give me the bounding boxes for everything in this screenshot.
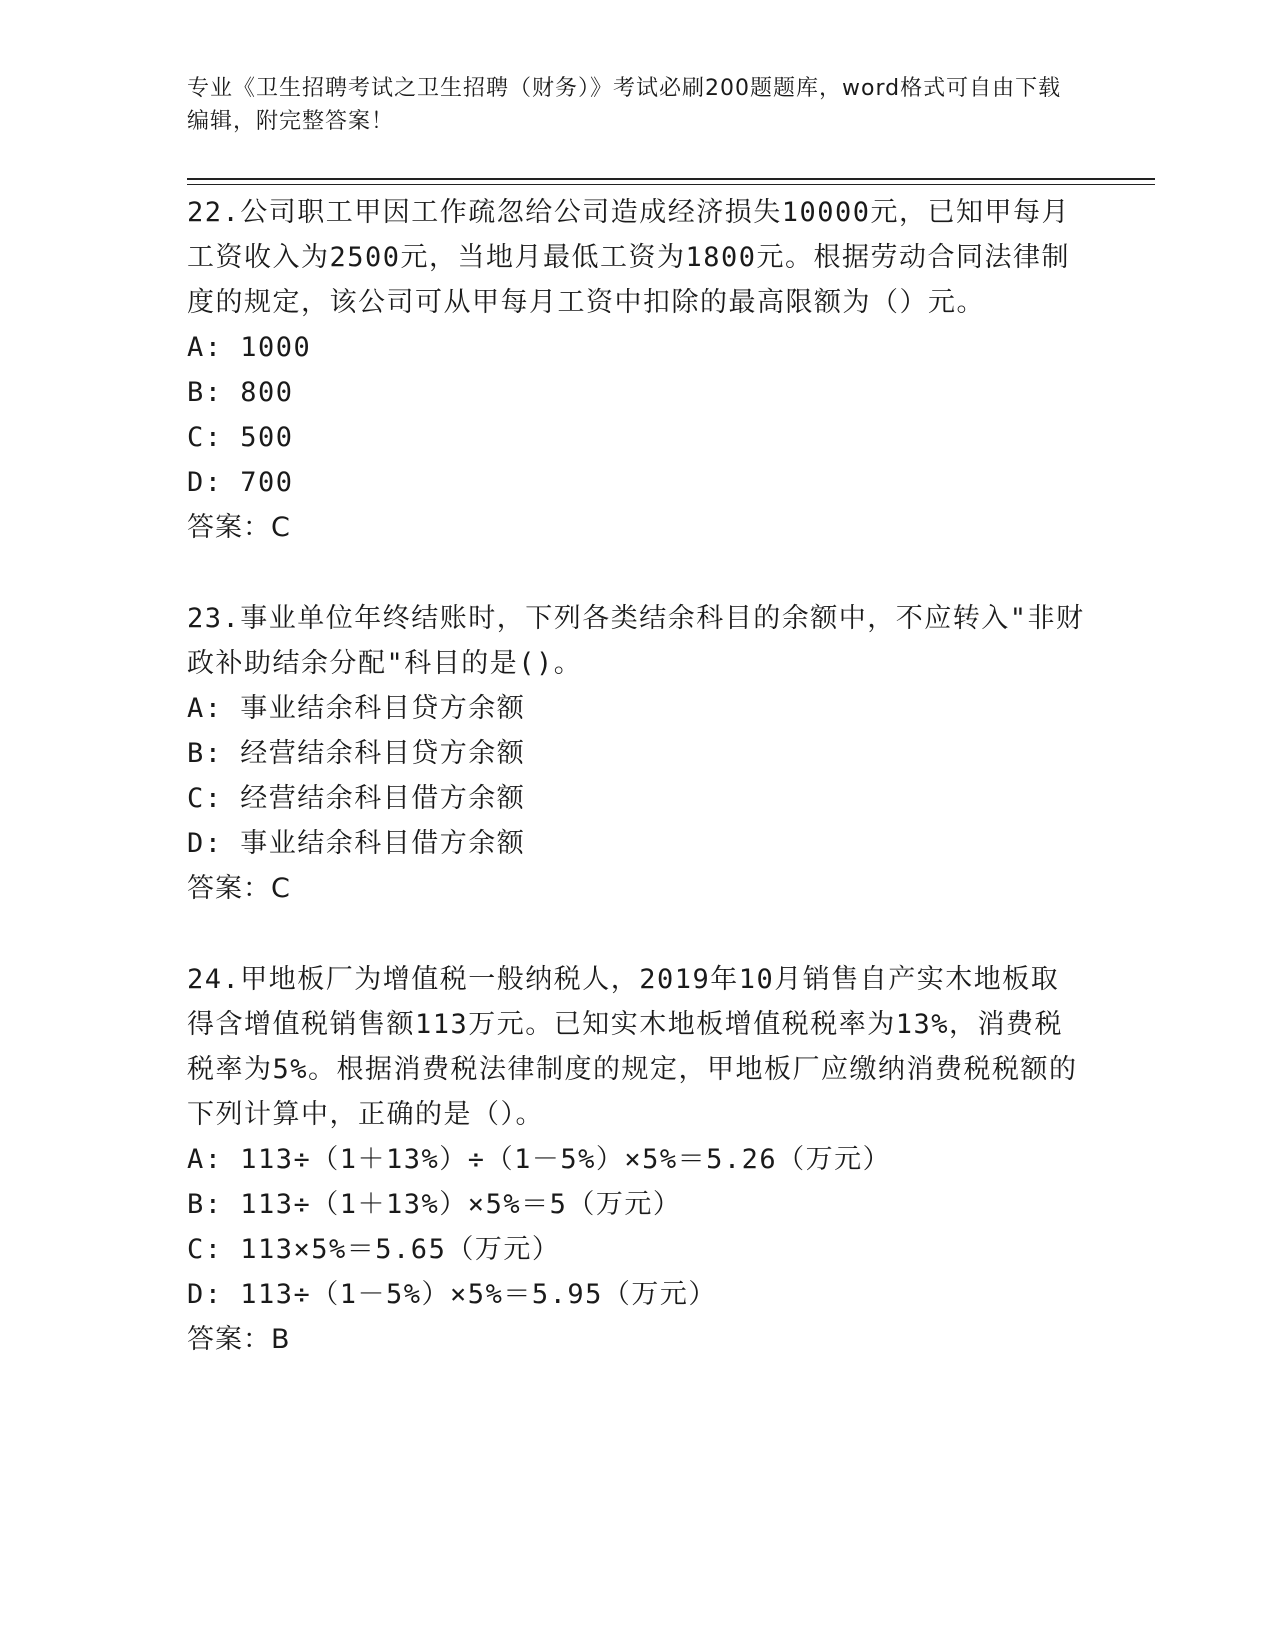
question-stem: 24.甲地板厂为增值税一般纳税人，2019年10月销售自产实木地板取得含增值税销售额113万元。已知实木地板增值税税率为13%，消费税税率为5%。根据消费税法律制度的规定，甲地板厂应缴纳消费税税额的下列计算中，正确的是（）。 xyxy=(187,964,1078,1130)
question-22 xyxy=(187,190,1087,550)
document-header: 专业《卫生招聘考试之卫生招聘（财务）》考试必刷200题题库，word格式可自由下载编辑，附完整答案！ xyxy=(187,76,1062,134)
question-23 xyxy=(187,596,1087,911)
option-d: D: 事业结余科目借方余额 xyxy=(187,828,526,859)
option-b: B: 800 xyxy=(187,377,294,408)
option-a: A: 事业结余科目贷方余额 xyxy=(187,693,526,724)
answer: 答案：C xyxy=(187,512,291,543)
option-d: D: 113÷（1－5%）×5%＝5.95（万元） xyxy=(187,1279,717,1310)
header-rule-thick xyxy=(187,178,1155,180)
question-list xyxy=(187,190,1087,1408)
answer: 答案：C xyxy=(187,873,291,904)
option-d: D: 700 xyxy=(187,467,294,498)
option-a: A: 1000 xyxy=(187,332,312,363)
question-stem: 22.公司职工甲因工作疏忽给公司造成经济损失10000元，已知甲每月工资收入为2500元，当地月最低工资为1800元。根据劳动合同法律制度的规定，该公司可从甲每月工资中扣除的最高限额为（）元。 xyxy=(187,197,1071,318)
header-rule-thin xyxy=(187,184,1155,185)
option-c: C: 经营结余科目借方余额 xyxy=(187,783,526,814)
option-c: C: 113×5%＝5.65（万元） xyxy=(187,1234,561,1265)
option-c: C: 500 xyxy=(187,422,294,453)
answer: 答案：B xyxy=(187,1324,291,1355)
question-24 xyxy=(187,957,1087,1362)
option-b: B: 113÷（1＋13%）×5%＝5（万元） xyxy=(187,1189,682,1220)
option-b: B: 经营结余科目贷方余额 xyxy=(187,738,526,769)
option-a: A: 113÷（1＋13%）÷（1－5%）×5%＝5.26（万元） xyxy=(187,1144,892,1175)
question-stem: 23.事业单位年终结账时，下列各类结余科目的余额中，不应转入"非财政补助结余分配"科目的是()。 xyxy=(187,603,1085,679)
